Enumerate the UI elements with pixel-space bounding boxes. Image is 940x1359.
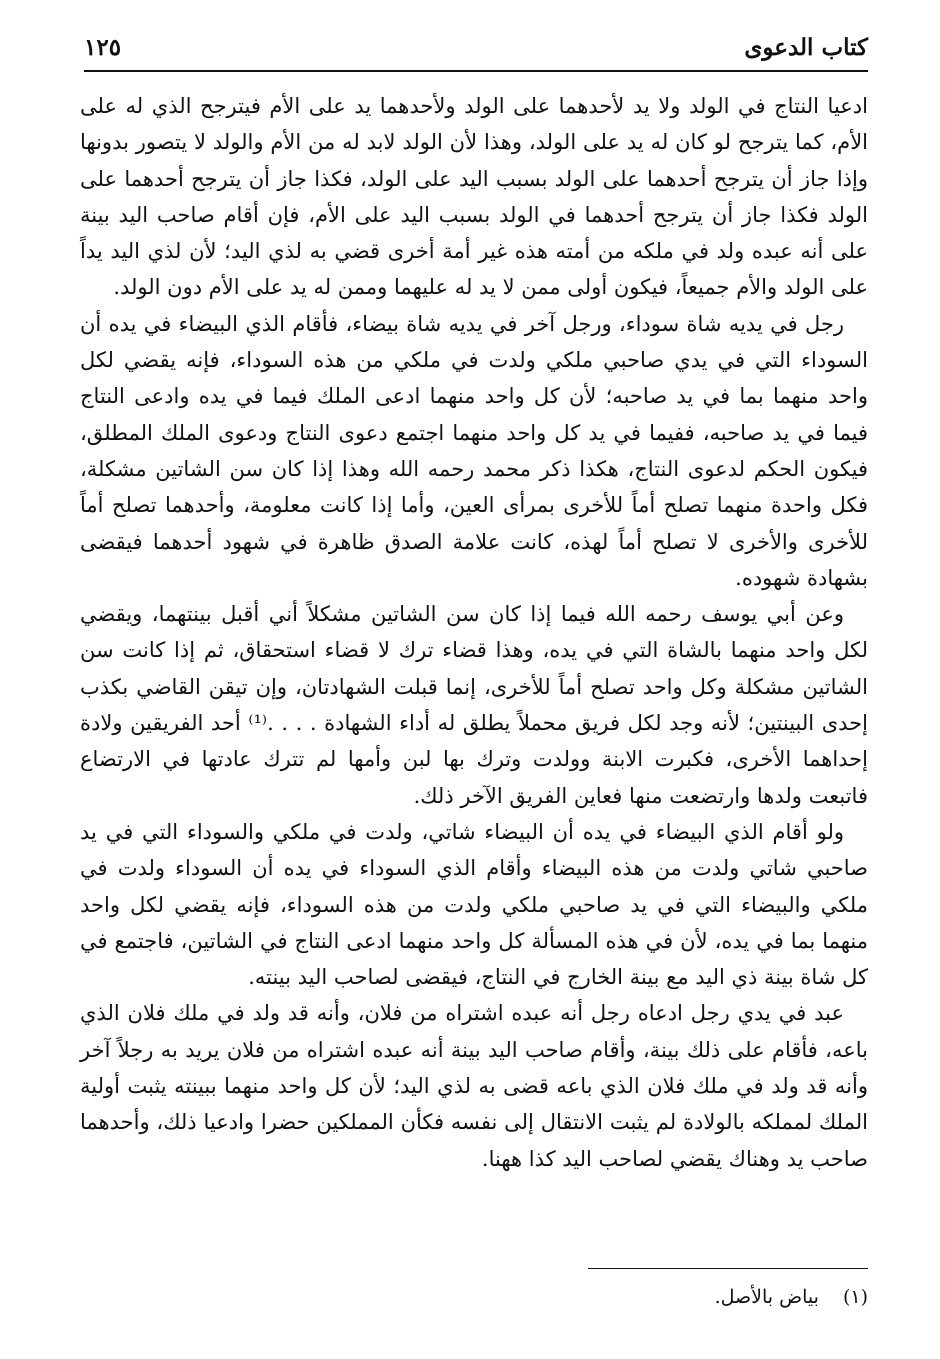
page-header	[84, 30, 868, 72]
page-number: ١٢٥	[84, 34, 122, 61]
paragraph-2: رجل في يديه شاة سوداء، ورجل آخر في يديه شاة بيضاء، فأقام الذي البيضاء في يده أن السوداء التي في يدي صاحبي ملكي ولدت في ملكي من هذه السوداء، فإنه يقضي لكل واحد منهما بما في يد صاحبه؛ لأن كل واحد منهما ادعى الملك فيما في يده وادعى النتاج فيما في يد صاحبه، ففيما في يد كل واحد منهما اجتمع دعوى النتاج ودعوى الملك المطلق، فيكون الحكم لدعوى النتاج، هكذا ذكر محمد رحمه الله وهذا إذا كان سن الشاتين مشكلة، فكل واحدة منهما تصلح أماً للأخرى بمرأى العين، وأما إذا كانت معلومة، وأحدهما تصلح أماً للأخرى والأخرى لا تصلح أماً لهذه، كانت علامة الصدق ظاهرة في شهود أحدهما فيقضى بشهادة شهوده.	[80, 311, 868, 590]
book-title: كتاب الدعوى	[744, 34, 868, 61]
footnote	[84, 1282, 868, 1312]
footnote-divider	[588, 1268, 868, 1269]
footnote-text: بياض بالأصل.	[714, 1286, 819, 1308]
paragraph-3: وعن أبي يوسف رحمه الله فيما إذا كان سن الشاتين مشكلاً أني أقبل بينتهما، ويقضي لكل واحد منهما بالشاة التي في يده، وهذا قضاء ترك لا قضاء استحقاق، ثم إذا كانت سن الشاتين مشكلة وكل واحد تصلح أماً للأخرى، إنما قبلت الشهادتان، وإن تيقن القاضي بكذب إحدى البينتين؛ لأنه وجد لكل فريق محملاً يطلق له أداء الشهادة . . . .⁽¹⁾ أحد الفريقين ولادة إحداهما الأخرى، فكبرت الابنة وولدت وترك بها لبن وأمها لم تترك عادتها في الارتضاع فاتبعت ولدها وارتضعت منها فعاين الفريق الآخر ذلك.	[80, 602, 868, 808]
paragraph-4: ولو أقام الذي البيضاء في يده أن البيضاء شاتي، ولدت في ملكي والسوداء التي في يد صاحبي شاتي ولدت من هذه البيضاء وأقام الذي السوداء في يده أن السوداء ولدت في ملكي والبيضاء التي في يد صاحبي ملكي ولدت من هذه السوداء، فإنه يقضي لكل واحد منهما بما في يده، لأن في هذه المسألة كل واحد منهما ادعى النتاج في الشاتين، فاجتمع في كل شاة بينة ذي اليد مع بينة الخارج في النتاج، فيقضى لصاحب اليد بينته.	[80, 819, 868, 990]
paragraph-5: عبد في يدي رجل ادعاه رجل أنه عبده اشتراه من فلان، وأنه قد ولد في ملك فلان الذي باعه، فأقام على ذلك بينة، وأقام صاحب اليد بينة أنه عبده اشتراه من فلان يريد به رجلاً آخر وأنه قد ولد في ملك فلان الذي باعه قضى به لذي اليد؛ لأن كل واحد منهما ببينته يثبت أولية الملك لمملكه بالولادة لم يثبت الانتقال إلى نفسه فكأن المملكين حضرا وادعيا ذلك، وأحدهما صاحب يد وهناك يقضي لصاحب اليد كذا ههنا.	[80, 1001, 868, 1171]
main-text	[80, 88, 868, 1177]
paragraph-1: ادعيا النتاج في الولد ولا يد لأحدهما على الولد ولأحدهما يد على الأم فيترجح الذي له على الأم، كما يترجح لو كان له يد على الولد، وهذا لأن الولد لابد له من الأم والولد لا يتصور بدونها وإذا جاز أن يترجح أحدهما على الولد بسبب اليد على الولد، فكذا جاز أن يترجح أحدهما على الولد فكذا جاز أن يترجح أحدهما في الولد بسبب اليد على الأم، فإن أقام صاحب اليد بينة على أنه عبده ولد في ملكه من أمته هذه غير أمة أخرى قضي به لذي اليد؛ لأن لذي اليد يداً على الولد والأم جميعاً، فيكون أولى ممن لا يد له عليهما وممن له يد على الأم دون الولد.	[80, 94, 868, 300]
footnote-number: (١)	[842, 1286, 868, 1308]
